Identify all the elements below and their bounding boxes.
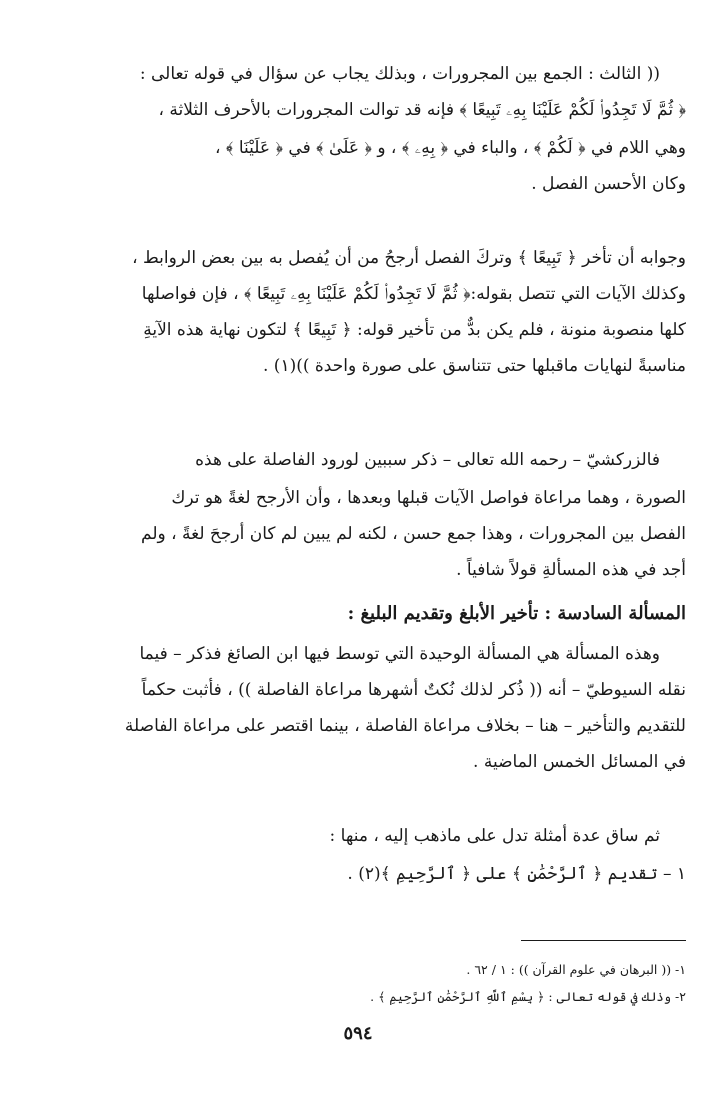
paragraph1-line-1: (( الثالث : الجمع بين المجرورات ، وبذلك يجاب عن سؤال في قوله تعالى :: [139, 64, 660, 84]
footnote-1: ١- (( البرهان في علوم القرآن )) : ١ / ٦٢ .: [466, 962, 686, 977]
paragraph4-line-1: وهذه المسألة هي المسألة الوحيدة التي توسط فيها ابن الصائغ فذكر – فيما: [139, 644, 660, 664]
paragraph3-line-2: الصورة ، وهما مراعاة فواصل الآيات قبلها وبعدها ، وأن الأرجح لغةً هو ترك: [171, 488, 686, 508]
paragraph3-line-4: أجد في هذه المسألةِ قولاً شافياً .: [456, 560, 686, 580]
paragraph1-line-2: ﴿ ثُمَّ لَا تَجِدُوا۟ لَكُمْ عَلَيْنَا بِهِۦ تَبِيعًا ﴾ فإنه قد توالت المجرورات بالأحرف الثلاثة ،: [158, 100, 686, 120]
page-number: ٥٩٤: [343, 1023, 373, 1044]
paragraph4-line-2: نقله السيوطيّ – أنه (( ذُكر لذلك نُكتٌ أشهرها مراعاة الفاصلة )) ، فأثبت حكماً: [141, 680, 686, 700]
paragraph2-line-3: كلها منصوبة منونة ، فلم يكن بدٌّ من تأخير قوله: ﴿ تَبِيعًا ﴾ لتكون نهاية هذه الآيةِ: [143, 320, 686, 340]
paragraph4-line-4: في المسائل الخمس الماضية .: [473, 752, 686, 772]
paragraph2-line-2: وكذلك الآيات التي تتصل بقوله:﴿ ثُمَّ لَا تَجِدُوا۟ لَكُمْ عَلَيْنَا بِهِۦ تَبِيعًا ﴾ ، فإن فواصلها: [141, 284, 686, 304]
paragraph3-line-3: الفصل بين المجرورات ، وهذا جمع حسن ، لكنه لم يبين لم كان أرجحَ لغةً ، ولم: [141, 524, 686, 544]
paragraph3-line-1: فالزركشيّ – رحمه الله تعالى – ذكر سببين لورود الفاصلة على هذه: [195, 450, 660, 470]
section-heading: المسألة السادسة : تأخير الأبلغ وتقديم البليغ :: [347, 603, 686, 624]
paragraph2-line-4: مناسبةً لنهايات ماقبلها حتى تتناسق على صورة واحدة ))(١) .: [263, 356, 686, 376]
paragraph1-line-3: وهي اللام في ﴿ لَكُمْ ﴾ ، والباء في ﴿ بِهِۦ ﴾ ، و ﴿ عَلَىٰ ﴾ في ﴿ عَلَيْنَا ﴾ ،: [215, 138, 686, 158]
paragraph4-line-3: للتقديم والتأخير – هنا – بخلاف مراعاة الفاصلة ، بينما اقتصر على مراعاة الفاصلة: [124, 716, 686, 736]
paragraph5-line-2: ١ – تقديم ﴿ ٱلرَّحْمَٰنِ ﴾ على ﴿ ٱلرَّحِيمِ ﴾(٢) .: [347, 864, 686, 884]
paragraph2-line-1: وجوابه أن تأخر ﴿ تَبِيعًا ﴾ وتركَ الفصل أرجحُ من أن يُفصل به بين بعض الروابط ،: [132, 248, 686, 268]
footnote-2: ٢- وذلك في قوله تعالى : ﴿ بِسْمِ ٱللَّهِ ٱلرَّحْمَٰنِ ٱلرَّحِيمِ ﴾ .: [370, 989, 686, 1004]
paragraph5-line-1: ثم ساق عدة أمثلة تدل على ماذهب إليه ، منها :: [329, 826, 660, 846]
footnote-separator: [521, 940, 686, 941]
paragraph1-line-4: وكان الأحسن الفصل .: [531, 174, 686, 194]
